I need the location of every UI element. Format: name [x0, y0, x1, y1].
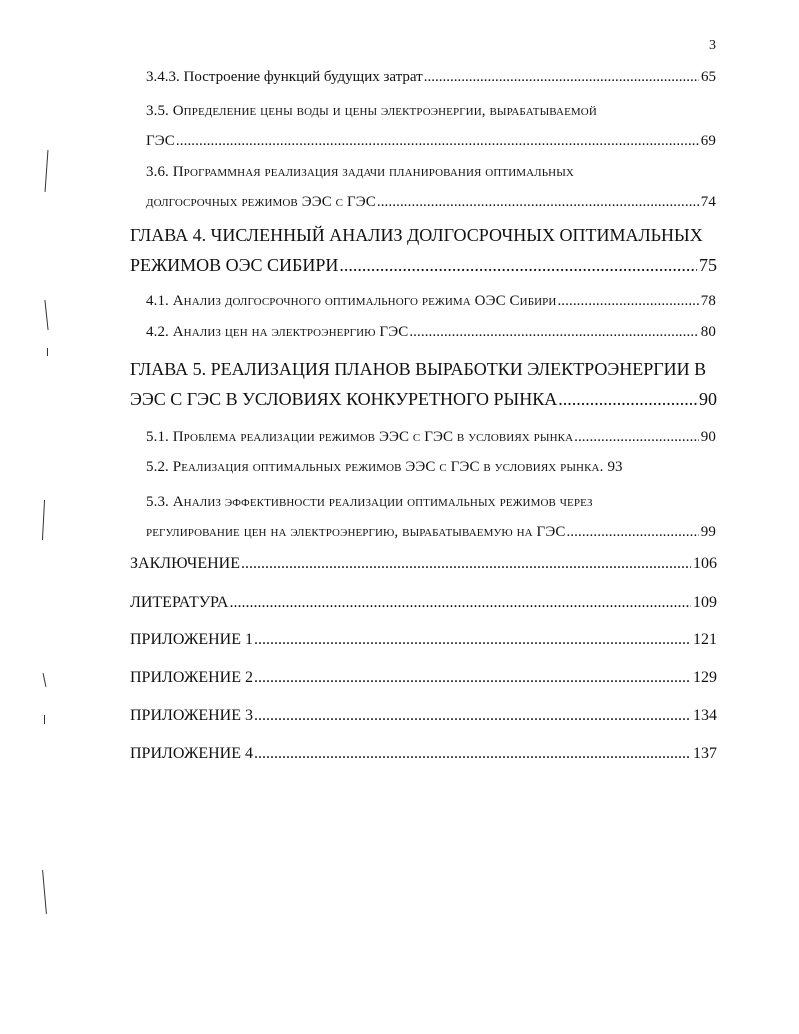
scan-mark: [43, 673, 47, 687]
toc-page-number: 90: [700, 429, 716, 445]
toc-page-number: 99: [700, 524, 716, 540]
toc-entry-appendix-3[interactable]: [130, 705, 717, 727]
toc-page-number: 65: [701, 69, 716, 85]
toc-leader-dots: [424, 66, 699, 88]
toc-leader-dots: [254, 705, 691, 727]
toc-entry-4-1[interactable]: [146, 290, 716, 312]
toc-leader-dots: [557, 290, 698, 312]
toc-page-number: 74: [700, 194, 716, 210]
toc-chapter-title: ГЛАВА 5. РЕАЛИЗАЦИЯ ПЛАНОВ ВЫРАБОТКИ ЭЛЕКТРОЭНЕРГИИ В: [130, 359, 707, 379]
toc-page-number: 80: [700, 324, 716, 340]
toc-page-number: 93: [607, 459, 623, 475]
toc-page-number: 121: [693, 631, 717, 648]
toc-entry-title: 4.2. Анализ цен на электроэнергию ГЭС: [146, 324, 409, 340]
toc-entry-conclusion[interactable]: [130, 553, 717, 575]
toc-chapter-4[interactable]: [130, 220, 717, 280]
toc-entry-5-1[interactable]: [146, 426, 716, 448]
scan-mark: [47, 348, 48, 356]
toc-page-number: 109: [693, 594, 717, 611]
toc-entry-title: ПРИЛОЖЕНИЕ 1: [130, 631, 254, 648]
toc-leader-dots: [339, 250, 697, 280]
toc-page-number: 90: [699, 389, 717, 409]
toc-entry-title: 3.4.3. Построение функций будущих затрат: [146, 69, 423, 85]
scan-mark: [42, 500, 45, 540]
toc-entry-title-continued: ГЭС: [146, 133, 175, 149]
toc-entry-5-2[interactable]: [146, 456, 716, 478]
toc-entry-appendix-2[interactable]: [130, 667, 717, 689]
toc-entry-title: 5.3. Анализ эффективности реализации оптимальных режимов через: [146, 494, 593, 510]
toc-leader-dots: [409, 321, 698, 343]
toc-chapter-5[interactable]: [130, 354, 717, 414]
toc-leader-dots: [574, 426, 699, 448]
toc-chapter-title-continued: РЕЖИМОВ ОЭС СИБИРИ: [130, 255, 339, 275]
toc-entry-appendix-4[interactable]: [130, 743, 717, 765]
toc-page-number: 78: [700, 293, 716, 309]
toc-entry-title: 5.2. Реализация оптимальных режимов ЭЭС с ГЭС в условиях рынка.: [146, 459, 604, 475]
toc-entry-title: ЛИТЕРАТУРА: [130, 594, 229, 611]
toc-leader-dots: [254, 667, 691, 689]
scan-mark: [42, 870, 47, 914]
toc-leader-dots: [566, 517, 698, 547]
toc-entry-title-continued: регулирование цен на электроэнергию, вырабатываемую на ГЭС: [146, 524, 566, 540]
toc-page-number: 134: [693, 707, 717, 724]
toc-entry-4-2[interactable]: [146, 321, 716, 343]
toc-page-number: 69: [700, 133, 716, 149]
toc-leader-dots: [377, 187, 699, 217]
toc-entry-5-3[interactable]: [146, 487, 716, 547]
scan-mark: [45, 150, 49, 192]
toc-entry-title: 4.1. Анализ долгосрочного оптимального режима ОЭС Сибири: [146, 293, 557, 309]
toc-entry-3-4-3[interactable]: [146, 66, 716, 88]
toc-entry-3-6[interactable]: [146, 157, 716, 217]
toc-leader-dots: [229, 592, 691, 614]
toc-entry-title: ПРИЛОЖЕНИЕ 2: [130, 669, 254, 686]
toc-leader-dots: [254, 629, 691, 651]
toc-leader-dots: [241, 553, 691, 575]
toc-entry-title: ПРИЛОЖЕНИЕ 3: [130, 707, 254, 724]
toc-page-number: 137: [693, 745, 717, 762]
toc-entry-title-continued: долгосрочных режимов ЭЭС с ГЭС: [146, 194, 376, 210]
toc-entry-appendix-1[interactable]: [130, 629, 717, 651]
toc-leader-dots: [176, 126, 699, 156]
toc-entry-3-5[interactable]: [146, 96, 716, 156]
toc-leader-dots: [254, 743, 691, 765]
toc-entry-title: 3.5. Определение цены воды и цены электроэнергии, вырабатываемой: [146, 103, 597, 119]
toc-leader-dots: [558, 384, 697, 414]
scan-mark: [44, 300, 48, 330]
toc-page-number: 129: [693, 669, 717, 686]
page-number: 3: [709, 38, 716, 53]
toc-page-number: 75: [699, 255, 717, 275]
toc-entry-literature[interactable]: [130, 592, 717, 614]
toc-chapter-title: ГЛАВА 4. ЧИСЛЕННЫЙ АНАЛИЗ ДОЛГОСРОЧНЫХ ОПТИМАЛЬНЫХ: [130, 225, 703, 245]
toc-entry-title: 5.1. Проблема реализации режимов ЭЭС с ГЭС в условиях рынка: [146, 429, 574, 445]
toc-page-number: 106: [693, 555, 717, 572]
toc-chapter-title-continued: ЭЭС С ГЭС В УСЛОВИЯХ КОНКУРЕТНОГО РЫНКА: [130, 389, 558, 409]
toc-entry-title: 3.6. Программная реализация задачи планирования оптимальных: [146, 164, 574, 180]
scan-mark: [44, 715, 45, 724]
toc-entry-title: ЗАКЛЮЧЕНИЕ: [130, 555, 240, 572]
toc-entry-title: ПРИЛОЖЕНИЕ 4: [130, 745, 254, 762]
